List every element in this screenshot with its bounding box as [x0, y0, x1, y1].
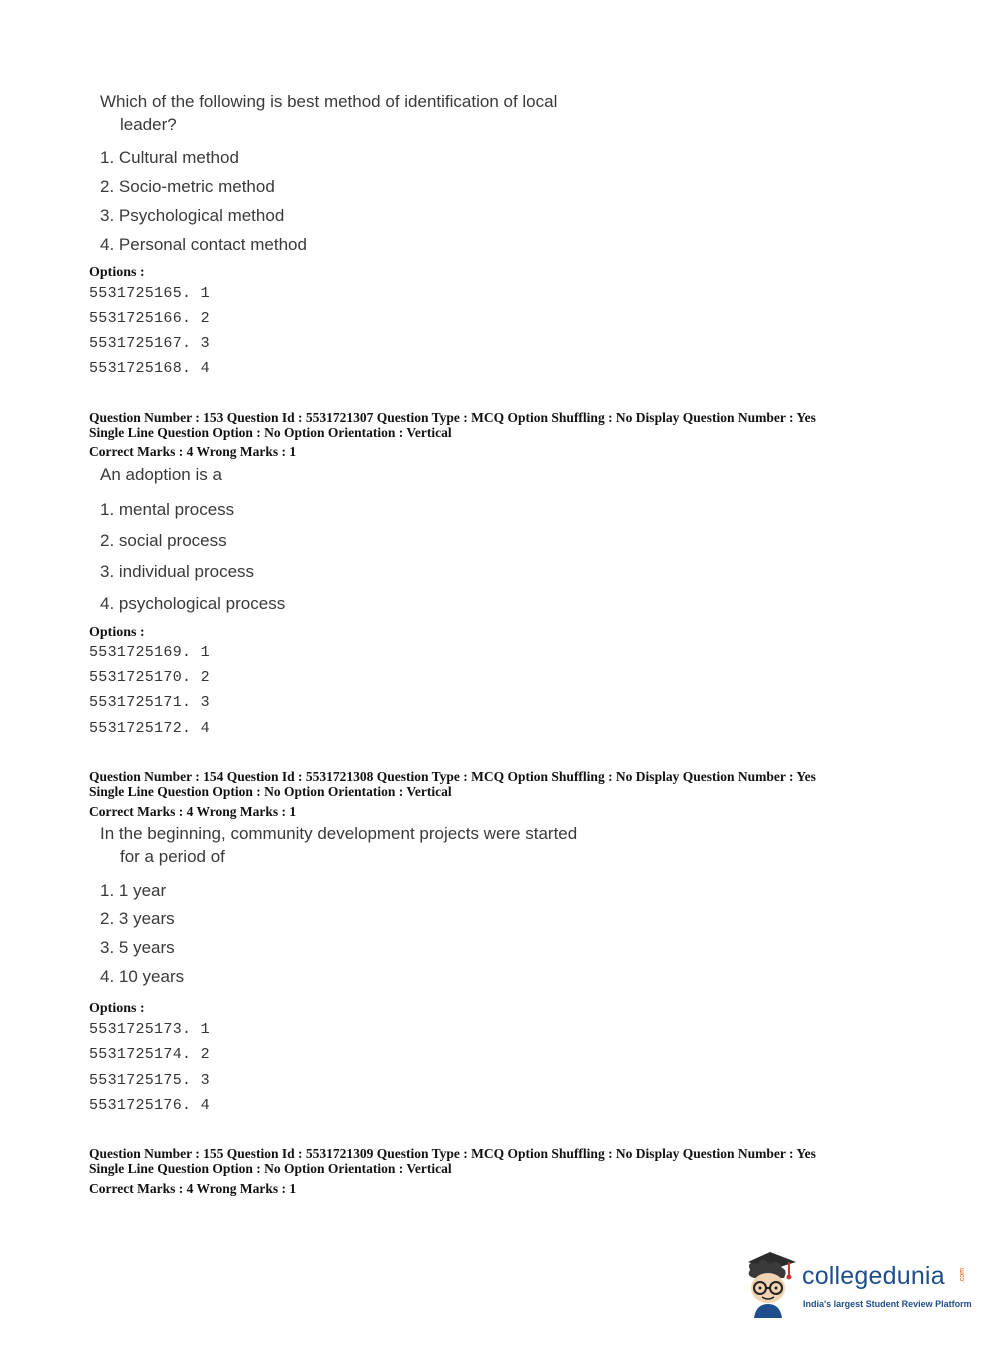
- answer-choice: 4. psychological process: [100, 594, 286, 613]
- question-text: An adoption is a: [100, 465, 222, 484]
- answer-choice: 1. 1 year: [100, 881, 167, 900]
- question-marks: Correct Marks : 4 Wrong Marks : 1: [89, 444, 297, 459]
- logo-domain-suffix: .com: [959, 1268, 966, 1284]
- option-id: 5531725167. 3: [89, 335, 210, 352]
- logo-tagline: India's largest Student Review Platform: [803, 1299, 972, 1309]
- option-id: 5531725176. 4: [89, 1097, 210, 1114]
- options-label: Options :: [89, 265, 145, 280]
- question-meta: Single Line Question Option : No Option Orientation : Vertical: [89, 1161, 452, 1176]
- answer-choice: 1. mental process: [100, 500, 235, 519]
- answer-choice: 3. 5 years: [100, 938, 175, 957]
- question-text: [100, 822, 577, 868]
- option-id: 5531725169. 1: [89, 644, 210, 661]
- answer-choice: 2. social process: [100, 531, 227, 550]
- answer-choice: 4. 10 years: [100, 967, 185, 986]
- answer-choice: 1. Cultural method: [100, 148, 239, 167]
- question-text-line: for a period of: [120, 847, 225, 866]
- option-id: 5531725171. 3: [89, 694, 210, 711]
- option-id: 5531725170. 2: [89, 669, 210, 686]
- question-marks: Correct Marks : 4 Wrong Marks : 1: [89, 1181, 297, 1196]
- option-id: 5531725173. 1: [89, 1021, 210, 1038]
- question-meta: Question Number : 154 Question Id : 5531721308 Question Type : MCQ Option Shuffling : No Display Question Number : Yes: [89, 769, 816, 784]
- answer-choice: 4. Personal contact method: [100, 235, 307, 254]
- answer-choice: 2. 3 years: [100, 909, 175, 928]
- student-mascot-icon: [740, 1248, 800, 1318]
- question-meta: Single Line Question Option : No Option Orientation : Vertical: [89, 425, 452, 440]
- answer-choice: 3. Psychological method: [100, 206, 285, 225]
- option-id: 5531725168. 4: [89, 360, 210, 377]
- answer-choice: 2. Socio-metric method: [100, 177, 275, 196]
- question-text-line: leader?: [120, 115, 177, 134]
- options-label: Options :: [89, 625, 145, 640]
- question-text: [100, 90, 557, 136]
- question-text-line: In the beginning, community development projects were started: [100, 824, 578, 843]
- question-meta: Single Line Question Option : No Option Orientation : Vertical: [89, 784, 452, 799]
- question-text-line: Which of the following is best method of identification of local: [100, 92, 558, 111]
- question-marks: Correct Marks : 4 Wrong Marks : 1: [89, 804, 297, 819]
- option-id: 5531725172. 4: [89, 720, 210, 737]
- option-id: 5531725165. 1: [89, 285, 210, 302]
- collegedunia-logo: [740, 1248, 972, 1320]
- options-label: Options :: [89, 1001, 145, 1016]
- logo-wordmark: collegedunia: [802, 1262, 945, 1290]
- option-id: 5531725174. 2: [89, 1046, 210, 1063]
- question-meta: Question Number : 153 Question Id : 5531721307 Question Type : MCQ Option Shuffling : No Display Question Number : Yes: [89, 410, 816, 425]
- option-id: 5531725166. 2: [89, 310, 210, 327]
- option-id: 5531725175. 3: [89, 1072, 210, 1089]
- question-meta: Question Number : 155 Question Id : 5531721309 Question Type : MCQ Option Shuffling : No Display Question Number : Yes: [89, 1146, 816, 1161]
- answer-choice: 3. individual process: [100, 562, 255, 581]
